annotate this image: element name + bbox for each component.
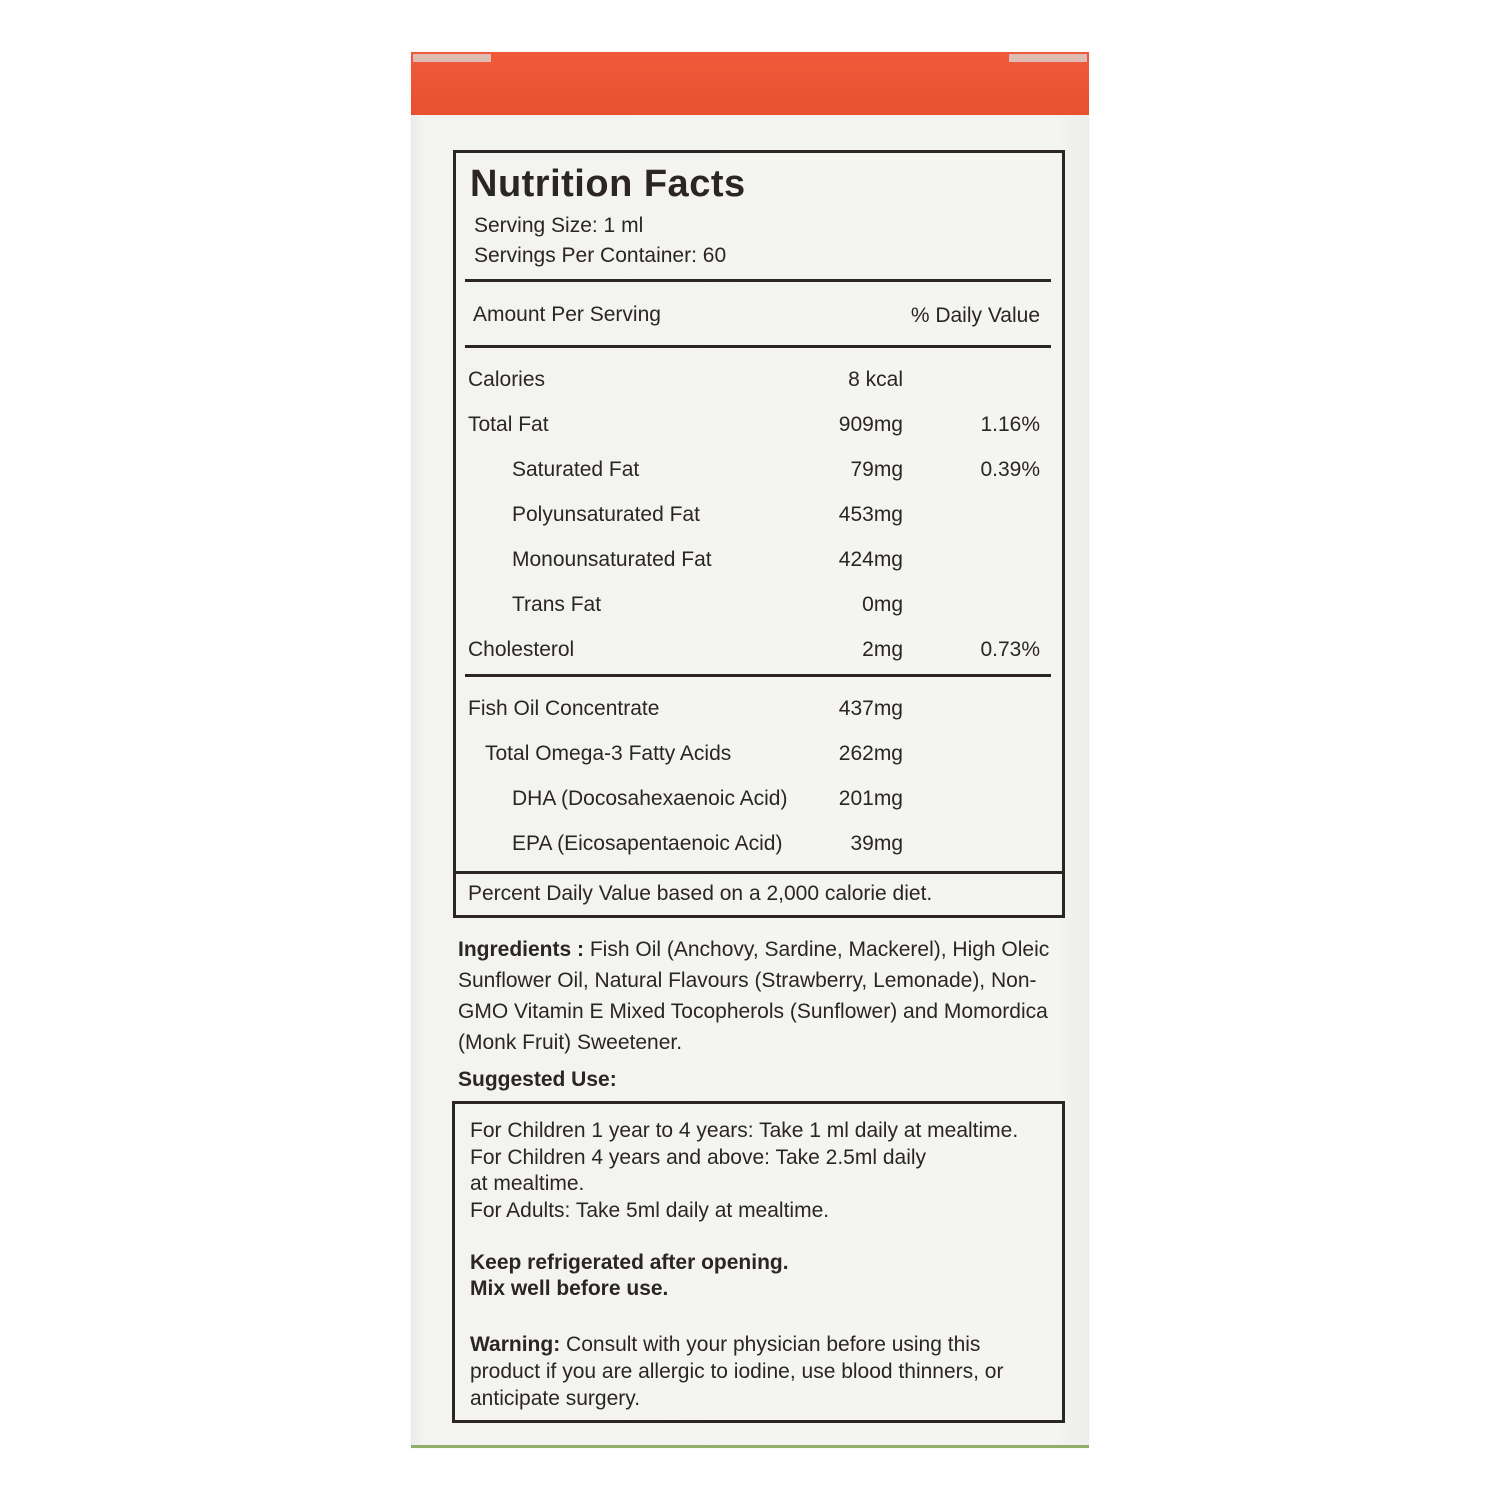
nutrient-label: Polyunsaturated Fat <box>512 503 700 526</box>
dosage-children-4-up-cont: at mealtime. <box>470 1172 585 1195</box>
orange-top-band <box>411 52 1089 115</box>
footnote-divider <box>456 871 1062 874</box>
nutrient-daily-value: 0.73% <box>980 638 1040 661</box>
dosage-adults: For Adults: Take 5ml daily at mealtime. <box>470 1199 830 1222</box>
nutrient-label: Monounsaturated Fat <box>512 548 712 571</box>
nutrient-amount: 79mg <box>850 458 903 481</box>
fish-oil-row <box>456 742 1062 772</box>
nutrient-row <box>456 413 1062 443</box>
nutrient-label: Total Fat <box>468 413 549 436</box>
nutrient-label: Trans Fat <box>512 593 602 616</box>
nutrient-daily-value: 1.16% <box>980 413 1040 436</box>
box-flap-right <box>1009 54 1087 62</box>
nutrient-amount: 0mg <box>862 593 903 616</box>
fish-oil-row <box>456 787 1062 817</box>
divider-rule <box>465 345 1051 348</box>
nutrient-row <box>456 368 1062 398</box>
fish-oil-label: DHA (Docosahexaenoic Acid) <box>512 787 788 810</box>
nutrition-facts-title: Nutrition Facts <box>470 163 746 205</box>
ingredients-list: Fish Oil (Anchovy, Sardine, Mackerel), High Oleic Sunflower Oil, Natural Flavours (Strawberry, Lemonade), Non-GMO Vitamin E Mixed Tocopherols (Sunflower) and Momordica (Monk Fruit) Sweetener. <box>458 938 1050 1054</box>
fish-oil-label: Fish Oil Concentrate <box>468 697 660 720</box>
suggested-use-label: Suggested Use: <box>458 1068 617 1091</box>
nutrient-label: Cholesterol <box>468 638 575 661</box>
amount-per-serving-header: Amount Per Serving <box>473 303 661 326</box>
fish-oil-row <box>456 697 1062 727</box>
ingredients-label: Ingredients : <box>458 938 585 961</box>
box-bottom-edge <box>411 1445 1089 1448</box>
nutrient-amount: 424mg <box>838 548 903 571</box>
fish-oil-amount: 437mg <box>838 697 903 720</box>
nutrient-amount: 2mg <box>862 638 903 661</box>
nutrient-row <box>456 593 1062 623</box>
nutrient-amount: 909mg <box>838 413 903 436</box>
box-flap-left <box>413 54 491 62</box>
fish-oil-amount: 262mg <box>838 742 903 765</box>
ingredients-text <box>458 934 1058 1058</box>
suggested-use-panel <box>452 1101 1065 1423</box>
nutrient-row <box>456 548 1062 578</box>
nutrition-facts-panel <box>453 150 1065 918</box>
nutrient-row <box>456 503 1062 533</box>
storage-instruction: Keep refrigerated after opening. <box>470 1251 789 1274</box>
nutrient-row <box>456 458 1062 488</box>
divider-rule <box>465 279 1051 282</box>
fish-oil-amount: 201mg <box>838 787 903 810</box>
fish-oil-amount: 39mg <box>850 832 903 855</box>
fish-oil-label: EPA (Eicosapentaenoic Acid) <box>512 832 783 855</box>
servings-per-container: Servings Per Container: 60 <box>474 244 727 267</box>
nutrient-label: Calories <box>468 368 546 391</box>
dosage-children-1-4: For Children 1 year to 4 years: Take 1 ml daily at mealtime. <box>470 1119 1019 1142</box>
daily-value-header: % Daily Value <box>910 304 1040 327</box>
divider-rule <box>465 674 1051 677</box>
nutrient-row <box>456 638 1062 668</box>
fish-oil-row <box>456 832 1062 862</box>
nutrient-daily-value: 0.39% <box>980 458 1040 481</box>
serving-size: Serving Size: 1 ml <box>474 214 644 237</box>
nutrient-label: Saturated Fat <box>512 458 640 481</box>
dosage-children-4-up: For Children 4 years and above: Take 2.5ml daily <box>470 1146 927 1169</box>
warning-body: Consult with your physician before using this product if you are allergic to iodine, use blood thinners, or anticipate surgery. <box>470 1333 1004 1410</box>
warning-label: Warning: <box>470 1333 561 1356</box>
nutrient-amount: 8 kcal <box>848 368 903 391</box>
daily-value-footnote: Percent Daily Value based on a 2,000 calorie diet. <box>468 882 933 905</box>
fish-oil-label: Total Omega-3 Fatty Acids <box>485 742 732 765</box>
warning-text <box>470 1331 1045 1412</box>
mix-instruction: Mix well before use. <box>470 1277 669 1300</box>
nutrient-amount: 453mg <box>838 503 903 526</box>
